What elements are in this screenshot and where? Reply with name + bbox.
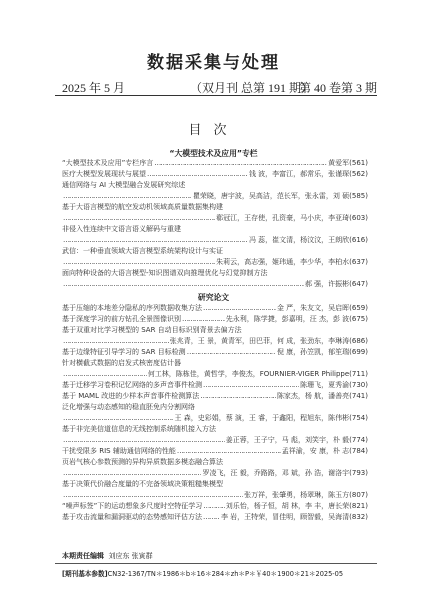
entry-authors: 朱莉云，高志强，姬玮通，李少华，李柏水 (216, 258, 350, 266)
toc-entry[interactable] (62, 268, 368, 290)
toc-entry[interactable] (62, 501, 368, 512)
entry-authors: 刘乐怡，杨子恒，胡 林，李 丰，唐长荣 (225, 502, 350, 510)
entry-title: 非侵入性连续中文语言语义解码与重建 (62, 225, 181, 233)
entry-page: (711) (349, 370, 368, 378)
entry-title: “大模型技术及应用”专栏序言 (62, 159, 154, 167)
editor-label: 本期责任编辑 (62, 552, 104, 560)
entry-title: 医疗大模型发展现状与展望 (62, 170, 146, 178)
entry-authors: 孟祥渝，安 康，朴 志 (281, 447, 350, 455)
entry-title: 泛化增强与动态感知的稳直胚免内分割网络 (62, 403, 195, 411)
toc-entry[interactable] (62, 347, 368, 358)
toc-entry[interactable] (62, 325, 368, 347)
entry-title: 基于边缘特征引导学习的 SAR 目标检测 (62, 348, 186, 356)
entry-page: (793) (349, 469, 368, 477)
entry-authors: 倪 康，孙笠凯，郁笙瑞 (276, 348, 350, 356)
entry-title: 基于决策代价融合度量的不完备领域决策粗糙集模型 (62, 480, 223, 488)
entry-title: 基于压缩的本地差分隐私的序列数据收集方法 (62, 304, 202, 312)
toc-entry[interactable] (62, 424, 368, 446)
entry-page: (832) (349, 513, 368, 521)
toc-entry[interactable] (62, 457, 368, 479)
entry-authors: 金 严，朱友文，吴启晖 (276, 304, 350, 312)
entry-authors: 陈珊飞，夏秀渝 (300, 381, 350, 389)
toc-entry[interactable] (62, 512, 368, 523)
entry-title: 基于迁移学习卷积记忆网络的多声音事件检测 (62, 381, 202, 389)
entry-page: (637) (349, 258, 368, 266)
entry-page: (603) (349, 214, 368, 222)
entry-title: 针对横截式数据的启发式核密度估计器 (62, 359, 181, 367)
toc-entry[interactable] (62, 402, 368, 424)
toc-entry[interactable] (62, 169, 368, 180)
journal-params (62, 568, 343, 578)
entry-authors: 郗冠江，王存使，孔资豪，马小庆，李亚琦 (216, 214, 350, 222)
section-heading-special: “大模型技术及应用”专栏 (169, 149, 258, 158)
footer-divider (55, 563, 377, 564)
entry-authors: 何工林，陈栋佳，黄哲学，李俊杰，FOURNIER-VIGER Philippe (147, 370, 350, 378)
entry-title: 通信网络与 AI 大模型融合发展研究综述 (62, 181, 186, 189)
entry-page: (807) (349, 491, 368, 499)
entry-page: (730) (349, 381, 368, 389)
entry-page: (741) (349, 392, 368, 400)
entry-title: 基于大语言模型的航空发动机领域高质量数据集构建 (62, 203, 223, 211)
entry-title: 基于非完美信道信息的无线控制系统随机接入方法 (62, 425, 216, 433)
params-value: CN32-1367/TN＊1986＊b＊16＊284＊zh＊P＊￥40＊1900＊21＊2025-05 (107, 570, 344, 578)
entry-page: (647) (349, 280, 368, 288)
toc-entry[interactable] (62, 314, 368, 325)
entry-page: (616) (349, 236, 368, 244)
entry-title: “噪声标签”下的运动想象多尺度时空特征学习 (62, 502, 203, 510)
toc-entry[interactable] (62, 180, 368, 202)
entry-authors: 王 森，史彩娟，蔡 演，王 睿，于鑫阳，程旭东，陈伟彬 (174, 414, 350, 422)
issue-date: 2025 年 5 月 (62, 81, 126, 95)
entry-authors: 李 岩，王特荣，冒佳明，顾智毅，吴海清 (220, 513, 350, 521)
entry-page: (659) (349, 304, 368, 312)
entry-title: 页岩气核心参数预测的异构异质数据多模态融合算法 (62, 458, 223, 466)
issue-frequency: （双月刊 总第 191 期） (190, 81, 314, 95)
entry-authors: 陈家杰，杨 航，潘善亮 (276, 392, 350, 400)
entry-authors: 冯 蕊，崔文清，杨汶汶，王朗欣 (248, 236, 350, 244)
entry-authors: 张兆青，王 景，黄青军，田巴菲，何 成，张劲东，李琳涛 (169, 337, 350, 345)
toc-entry[interactable] (62, 246, 368, 268)
editor-names: 刘应东 张寅群 (108, 552, 153, 560)
entry-authors: 瞿荣晓，唐宇波，吴高洁，范长军，张永雷，刘 硕 (192, 192, 350, 200)
journal-title: 数据采集与处理 (147, 53, 280, 73)
toc-entry[interactable] (62, 446, 368, 457)
entry-page: (821) (349, 502, 368, 510)
entry-authors-page: 黄爱军(561) (328, 159, 368, 167)
toc-entry[interactable] (62, 202, 368, 224)
entry-title: 基于攻击流量和漏洞驱动的态势感知评估方法 (62, 513, 202, 521)
header-divider (55, 95, 377, 96)
toc-entry[interactable] (62, 303, 368, 314)
toc-entry[interactable] (62, 391, 368, 402)
entry-authors: 郝 强，许振彬 (304, 280, 350, 288)
issue-volume: 第 40 卷第 3 期 (298, 81, 377, 95)
entry-authors: 姜正蓉，王子宁，马 彪，刘笑宇，朴 毅 (225, 436, 350, 444)
entry-page: (686) (349, 337, 368, 345)
responsible-editor (62, 551, 153, 561)
entry-title: 基于双重对比学习模型的 SAR 自动目标识别背景去偏方法 (62, 326, 242, 334)
entry-page: (675) (349, 315, 368, 323)
toc-entry[interactable] (62, 158, 368, 169)
toc-entry[interactable] (62, 380, 368, 391)
toc-entry[interactable] (62, 358, 368, 380)
entry-page: (774) (349, 436, 368, 444)
entry-title: 基于 MAML 改进的少样本声音事件检测算法 (62, 392, 200, 400)
toc-entry[interactable] (62, 224, 368, 246)
entry-page: (754) (349, 414, 368, 422)
entry-title: 基于深度学习的前方钻孔全景图像识别 (62, 315, 181, 323)
entry-authors: 先永利，陈学捷，彭嘉明，汪 杰，彭 波 (225, 315, 350, 323)
entry-title: 干扰受限多 RIS 辅助通信网络的性能 (62, 447, 176, 455)
issue-line (62, 79, 377, 93)
entry-page: (784) (349, 447, 368, 455)
entry-title: 武信：一种垂直领域大语言模型系统架构设计与实证 (62, 247, 223, 255)
params-label: [期刊基本参数] (62, 570, 108, 578)
entry-authors-page: 钱 波，李富江，郝常乐，张谨琛(562) (248, 170, 368, 178)
entry-page: (585) (349, 192, 368, 200)
section-heading-research: 研究论文 (197, 293, 230, 302)
entry-authors: 张万祥，张肇勇，杨翠琳，陈玉方 (244, 491, 350, 499)
toc-entry[interactable] (62, 479, 368, 501)
entry-authors: 罗凌飞，汪 毅，乔路路，邓 斌，孙 浩，谢洛宇 (202, 469, 350, 477)
entry-title: 面向特种设备的大语言模型-知识图谱双向推理优化与幻觉抑制方法 (62, 269, 268, 277)
toc-title: 目次 (188, 123, 239, 138)
entry-page: (699) (349, 348, 368, 356)
